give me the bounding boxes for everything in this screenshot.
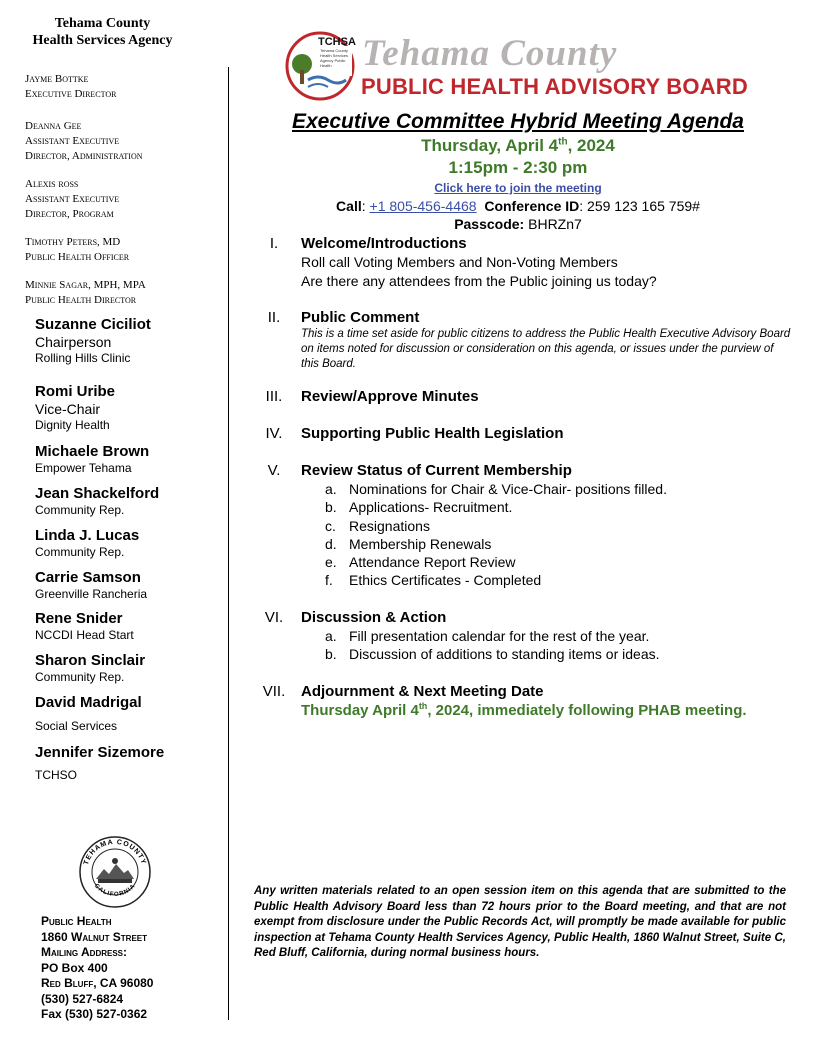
member-uribe [35,383,115,433]
member-role: Chairperson [35,334,112,350]
staff-ross [25,177,119,222]
staff-peters [25,235,129,265]
staff-title: Assistant Executive [25,193,120,205]
member-name: Rene Snider [35,610,123,627]
sub-letter: c. [325,517,336,534]
staff-title: Director, Program [25,208,114,220]
item-number: II. [267,309,281,326]
member-org: Greenville Rancheria [35,587,148,601]
item-title: Supporting Public Health Legislation [301,425,564,442]
member-lucas [35,527,139,560]
logo-badge: TCHSA [318,36,356,48]
member-brown [35,443,149,476]
call-info: Call: +1 805-456-4468 Conference ID: 259 123 165 759# [336,198,700,214]
agency-line-1: Tehama County [54,16,151,31]
member-org: Social Services [35,719,118,733]
member-name: Romi Uribe [35,383,116,400]
meeting-date-text: Thursday, April 4 [421,136,559,155]
sub-text: Attendance Report Review [349,554,516,571]
sub-letter: d. [325,535,337,552]
meeting-date-suffix: th [558,136,568,148]
member-sinclair [35,652,145,685]
member-name: David Madrigal [35,694,142,711]
staff-title: Public Health Director [25,294,137,306]
member-sizemore [35,744,164,783]
county-seal-icon [78,835,152,909]
item-number: VI. [264,609,284,626]
item-number: VII. [262,683,286,700]
public-records-note: Any written materials related to an open session item on this agenda that are submitted to the Public Health Advisory Board less than 72 hours prior to the Board meeting, and that are not exempt from disclosure under the Public Records Act, will promptly be made available for public inspection at Tehama County Health Services Agency, Public Health, 1860 Walnut Street, Suite C, Red Bluff, California, during normal business hours. [254,885,786,959]
address-line: PO Box 400 [41,960,108,975]
conference-id: : 259 123 165 759# [579,198,700,214]
member-org: TCHSO [35,768,77,782]
mailing-address [41,914,153,1023]
item-title: Adjournment & Next Meeting Date [301,683,544,700]
item-note: This is a time set aside for public citizens to address the Public Health Executive Advisory Board on items noted for discussion or consideration on this agenda, or issues under the purview of this Board. [301,328,791,370]
agency-line-2: Health Services Agency [32,33,173,48]
sub-item [325,498,667,516]
staff-gee [25,119,143,164]
next-meeting-rest: , 2024, immediately following PHAB meeting. [427,702,747,719]
sub-item [325,645,660,663]
sub-letter: b. [325,499,337,516]
seal-top-text: TEHAMA COUNTY [82,838,148,866]
staff-title: Assistant Executive [25,135,120,147]
member-name: Carrie Samson [35,569,141,586]
call-number-link[interactable]: +1 805-456-4468 [369,198,477,214]
call-label: Call [336,198,362,214]
item-text: Roll call Voting Members and Non-Voting Members [301,254,618,270]
address-line: Fax (530) 527-0362 [41,1007,148,1021]
member-name: Suzanne Ciciliot [35,316,151,333]
member-samson [35,569,147,602]
address-line: Red Bluff, CA 96080 [41,976,154,990]
sub-text: Ethics Certificates - Completed [349,572,542,589]
staff-name: Alexis ross [25,178,79,190]
member-org: NCCDI Head Start [35,628,134,642]
staff-name: Jayme Bottke [25,73,89,85]
member-madrigal [35,694,142,734]
member-name: Jennifer Sizemore [35,744,165,761]
staff-name: Deanna Gee [25,120,82,132]
member-org: Dignity Health [35,418,110,432]
address-line: Public Health [41,914,112,928]
item-title: Public Comment [301,309,420,326]
sub-item [325,517,667,535]
sub-text: Membership Renewals [349,535,492,552]
sub-letter: f. [325,572,333,589]
item-title: Welcome/Introductions [301,235,467,252]
member-org: Community Rep. [35,503,125,517]
sub-text: Discussion of additions to standing items or ideas. [349,646,660,663]
staff-name: Minnie Sagar, MPH, MPA [25,279,146,291]
staff-name: Timothy Peters, MD [25,236,121,248]
member-shackelford [35,485,159,518]
meeting-date [240,136,796,156]
passcode-label: Passcode: [454,216,525,232]
sub-letter: a. [325,481,337,497]
member-org: Community Rep. [35,545,125,559]
item-title: Review Status of Current Membership [301,462,572,479]
sub-text: Fill presentation calendar for the rest of the year. [349,628,650,644]
sub-letter: a. [325,628,337,644]
conference-id-label: Conference ID [484,198,580,214]
staff-bottke [25,72,116,102]
agency-name [0,15,205,49]
member-snider [35,610,134,643]
sub-item [325,535,667,553]
sub-item [325,480,667,498]
item-number: III. [265,388,283,405]
sub-item [325,553,667,571]
passcode: BHRZn7 [524,216,582,232]
next-meeting-text: Thursday April 4 [301,702,419,719]
staff-title: Director, Administration [25,150,143,162]
staff-title: Public Health Officer [25,251,130,263]
staff-sagar [25,278,146,308]
logo-badge-subtext: Tehama County Health Services Agency Public Health [320,48,349,68]
item-title: Discussion & Action [301,609,447,626]
logo-title: PUBLIC HEALTH ADVISORY BOARD [361,74,748,99]
member-role: Vice-Chair [35,401,101,417]
item-text: Are there any attendees from the Public joining us today? [301,273,657,289]
sub-item [325,571,667,589]
sub-text: Nominations for Chair & Vice-Chair- positions filled. [349,481,667,497]
item-title: Review/Approve Minutes [301,388,479,405]
member-org: Community Rep. [35,670,125,684]
page-title: Executive Committee Hybrid Meeting Agenda [292,110,744,133]
next-meeting-suffix: th [418,701,428,711]
sub-letter: e. [325,554,337,571]
member-name: Michaele Brown [35,443,150,460]
member-name: Jean Shackelford [35,485,160,502]
address-line: (530) 527-6824 [41,991,124,1006]
member-name: Sharon Sinclair [35,652,146,669]
address-line: Mailing Address: [41,945,127,959]
meeting-date-year: , 2024 [567,136,615,155]
phab-logo [284,30,748,102]
item-number: I. [269,235,279,252]
next-meeting-date [301,701,747,719]
item-number: IV. [265,425,283,442]
member-name: Linda J. Lucas [35,527,140,544]
sub-text: Applications- Recruitment. [349,499,513,516]
join-meeting-link[interactable]: Click here to join the meeting [434,181,602,195]
seal-bottom-text: CALIFORNIA [92,883,138,898]
sub-item [325,627,660,645]
meeting-time: 1:15pm - 2:30 pm [448,158,588,177]
logo-script: Tehama County [362,33,618,74]
sub-list [325,627,660,664]
address-line: 1860 Walnut Street [41,929,148,944]
member-org: Rolling Hills Clinic [35,351,131,365]
sidebar-divider [228,67,229,1020]
sub-text: Resignations [349,517,430,534]
passcode-info [240,216,796,232]
sub-list [325,480,667,590]
member-org: Empower Tehama [35,461,132,475]
sidebar [0,0,230,1056]
item-number: V. [267,462,281,479]
staff-title: Executive Director [25,88,117,100]
member-ciciliot [35,316,151,366]
sub-letter: b. [325,646,337,663]
